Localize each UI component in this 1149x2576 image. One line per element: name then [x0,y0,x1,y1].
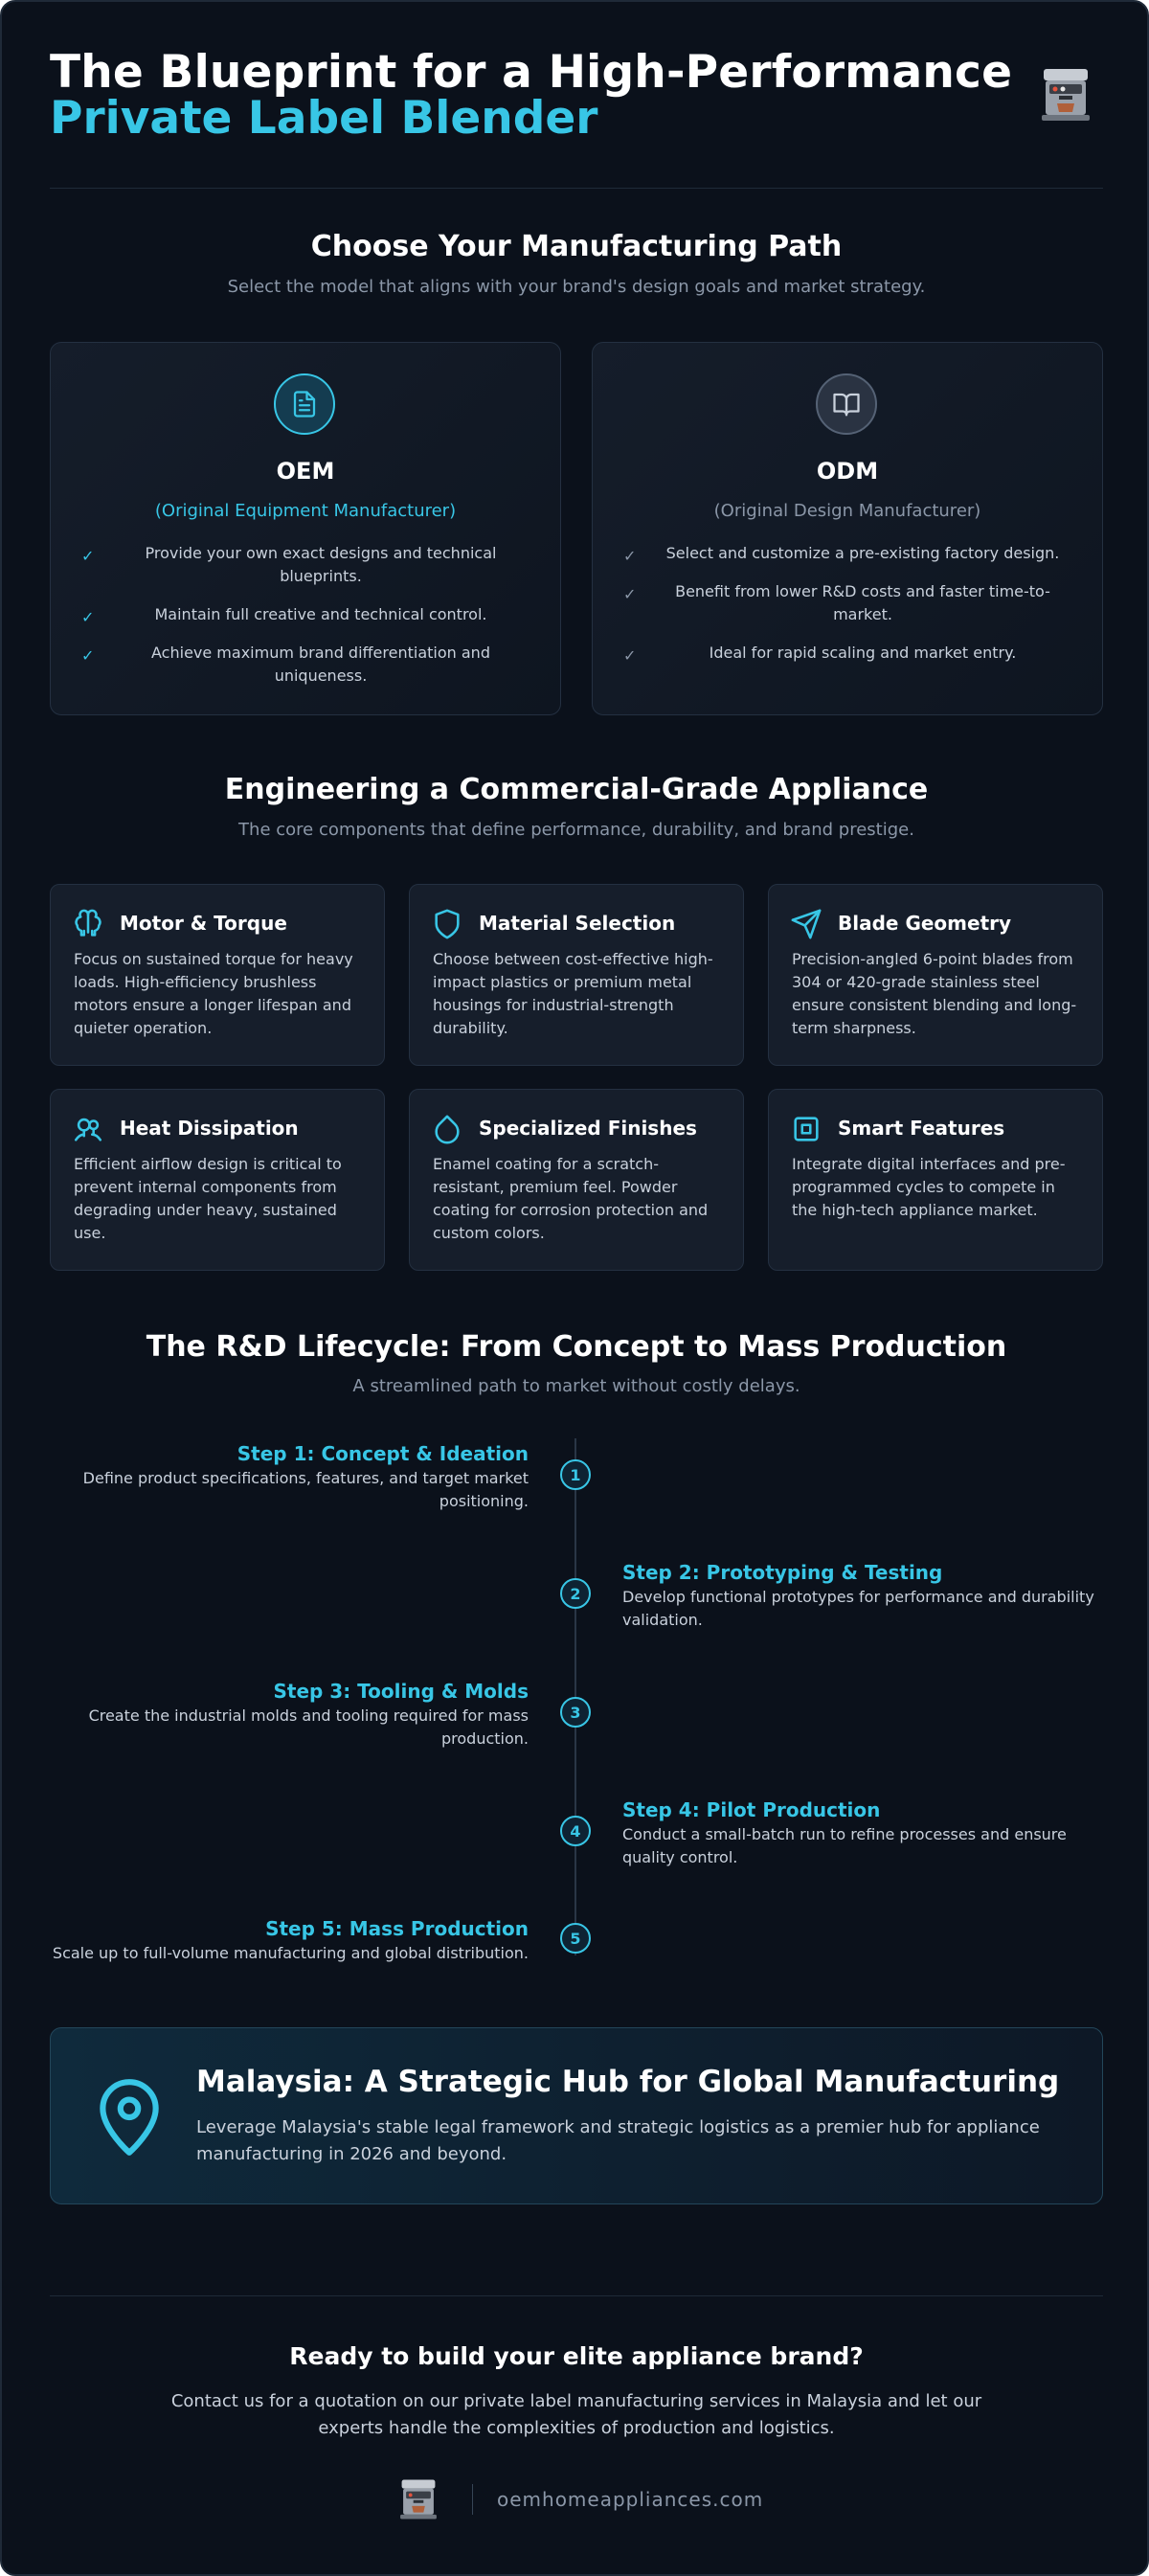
website-link[interactable]: oemhomeappliances.com [497,2488,764,2511]
step-number-badge: 4 [560,1816,591,1846]
malaysia-hub-box [50,2027,1103,2204]
coffee-machine-icon [1034,63,1097,126]
feature-desc: Integrate digital interfaces and pre-programmed cycles to compete in the high-tech appliance market. [792,1155,1066,1219]
step-3 [40,1678,529,1751]
cta-desc: Contact us for a quotation on our private label manufacturing services in Malaysia and let our experts handle the complexities of production and logistics. [170,2391,982,2438]
feature-card-heat [50,1089,385,1271]
page-title-line2: Private Label Blender [50,92,598,145]
footer-separator [472,2484,473,2515]
check-icon: ✓ [81,608,95,626]
odm-title: ODM [816,458,879,485]
feature-card-finishes [409,1089,744,1271]
check-icon: ✓ [623,547,637,565]
coffee-machine-icon [394,2475,442,2523]
feature-desc: Focus on sustained torque for heavy loads. High-efficiency brushless motors ensure a longer lifespan and quieter operation. [74,950,353,1037]
step-title: Step 1: Concept & Ideation [237,1442,529,1465]
odm-points [621,542,1075,680]
list-item: ✓ Achieve maximum brand differentiation and uniqueness. [81,644,490,685]
cta-title: Ready to build your elite appliance brand? [289,2342,864,2370]
feature-title: Heat Dissipation [120,1117,299,1140]
check-icon: ✓ [81,646,95,665]
list-item: ✓ Select and customize a pre-existing factory design. [621,542,1075,565]
step-5 [40,1915,529,1965]
step-title: Step 3: Tooling & Molds [273,1680,529,1703]
footer-divider [50,2295,1103,2296]
step-title: Step 4: Pilot Production [622,1798,881,1821]
check-icon: ✓ [623,646,637,665]
step-title: Step 5: Mass Production [265,1917,529,1940]
step-desc: Develop functional prototypes for performance and durability validation. [622,1588,1094,1629]
droplet-icon [431,1113,463,1145]
check-icon: ✓ [81,547,95,565]
feature-title: Motor & Torque [120,912,287,935]
step-desc: Conduct a small-batch run to refine processes and ensure quality control. [622,1825,1067,1866]
paths-section-subtitle: Select the model that aligns with your brand's design goals and market strategy. [227,277,926,297]
step-desc: Create the industrial molds and tooling required for mass production. [88,1706,529,1748]
send-icon [790,908,822,940]
book-icon [832,390,861,418]
engineering-section-title: Engineering a Commercial-Grade Appliance [224,773,929,806]
odm-card [592,342,1103,715]
step-desc: Define product specifications, features, and target market positioning. [82,1469,529,1510]
document-icon [290,390,319,418]
feature-title: Specialized Finishes [479,1117,697,1140]
chip-icon [790,1113,822,1145]
feature-title: Smart Features [838,1117,1005,1140]
header [50,40,1103,189]
step-4 [622,1796,1111,1869]
page-title-line1: The Blueprint for a High-Performance [50,46,1013,99]
oem-points [79,542,533,703]
feature-card-smart [768,1089,1103,1271]
step-desc: Scale up to full-volume manufacturing and global distribution. [52,1944,529,1962]
step-number-badge: 2 [560,1578,591,1609]
engineering-section-subtitle: The core components that define performance, durability, and brand prestige. [238,820,914,840]
feature-card-motor [50,884,385,1066]
oem-card [50,342,561,715]
feature-title: Blade Geometry [838,912,1012,935]
step-number-badge: 5 [560,1923,591,1954]
feature-card-material [409,884,744,1066]
feature-title: Material Selection [479,912,676,935]
feature-desc: Enamel coating for a scratch-resistant, premium feel. Powder coating for corrosion protection and custom colors. [433,1155,709,1242]
list-item: ✓ Maintain full creative and technical control. [79,603,533,626]
feature-desc: Precision-angled 6-point blades from 304 or 420-grade stainless steel ensure consistent blending and long-term sharpness. [792,950,1077,1037]
feature-desc: Efficient airflow design is critical to prevent internal components from degrading under heavy, sustained use. [74,1155,342,1242]
lifecycle-section-title: The R&D Lifecycle: From Concept to Mass Production [146,1330,1007,1364]
shield-icon [431,908,463,940]
oem-icon-badge [274,373,335,435]
feature-card-blade [768,884,1103,1066]
feature-desc: Choose between cost-effective high-impact plastics or premium metal housings for industrial-strength durability. [433,950,713,1037]
lifecycle-section-subtitle: A streamlined path to market without costly delays. [352,1376,800,1396]
list-item: ✓ Provide your own exact designs and technical blueprints. [81,544,497,585]
hub-desc: Leverage Malaysia's stable legal framework and strategic logistics as a premier hub for appliance manufacturing in 2026 and beyond. [196,2117,1040,2164]
map-pin-icon [93,2076,166,2158]
paths-section-title: Choose Your Manufacturing Path [310,230,843,263]
step-title: Step 2: Prototyping & Testing [622,1561,943,1584]
odm-icon-badge [816,373,877,435]
hub-title: Malaysia: A Strategic Hub for Global Manufacturing [196,2065,1060,2099]
list-item: ✓ Benefit from lower R&D costs and faster time-to-market. [623,582,1050,623]
step-2 [622,1559,1111,1632]
step-number-badge: 3 [560,1697,591,1728]
step-number-badge: 1 [560,1459,591,1490]
check-icon: ✓ [623,585,637,603]
step-1 [40,1440,529,1513]
list-item: ✓ Ideal for rapid scaling and market entry. [621,642,1075,665]
odm-subtitle: (Original Design Manufacturer) [713,501,981,521]
oem-subtitle: (Original Equipment Manufacturer) [154,501,457,521]
motor-icon [72,908,104,940]
airflow-icon [72,1113,104,1145]
oem-title: OEM [276,458,335,485]
